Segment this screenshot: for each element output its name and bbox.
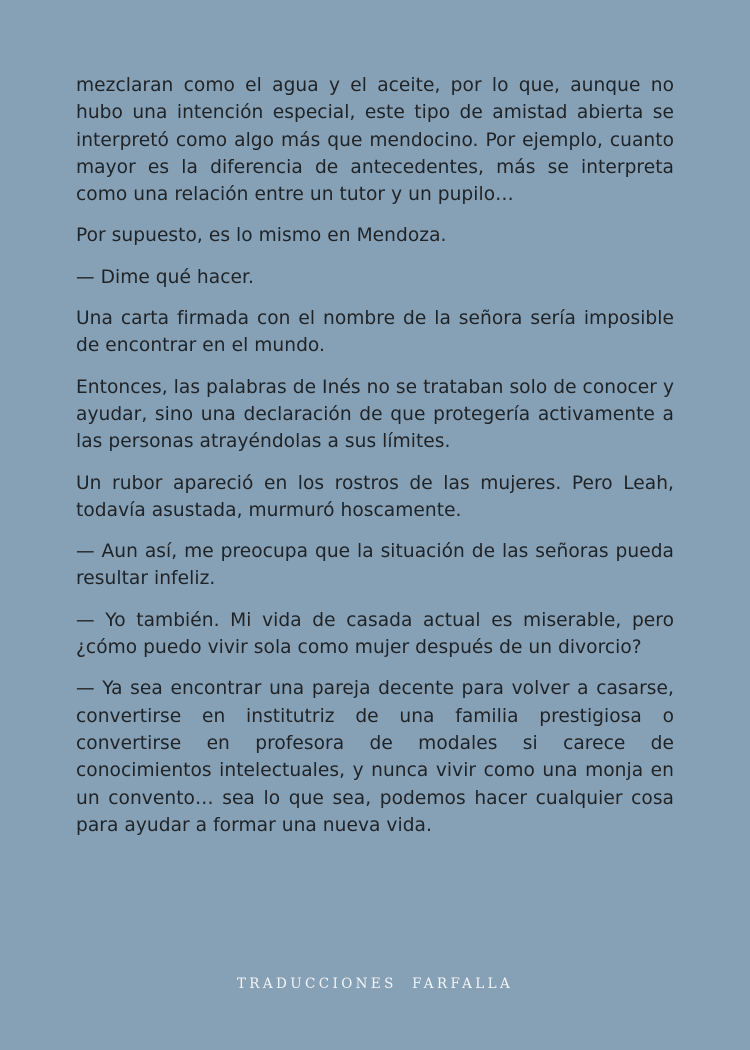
paragraph-9: — Ya sea encontrar una pareja decente para volver a casarse, convertirse en institutriz de una familia prestigiosa o convertirse en profesora de modales si carece de conocimientos intelectuales, y nunca vivir como una monja en un convento… sea lo que sea, podemos hacer cualquier cosa para ayudar a formar una nueva vida.: [76, 678, 674, 836]
paragraph-2: Por supuesto, es lo mismo en Mendoza.: [76, 225, 447, 247]
paragraph-4: Una carta firmada con el nombre de la señora sería imposible de encontrar en el mundo.: [76, 308, 674, 357]
paragraph-8: — Yo también. Mi vida de casada actual es miserable, pero ¿cómo puedo vivir sola como mujer después de un divorcio?: [76, 609, 674, 659]
paragraph-3: — Dime qué hacer.: [76, 266, 254, 288]
paragraph-6: Un rubor apareció en los rostros de las mujeres. Pero Leah, todavía asustada, murmuró hoscamente.: [76, 472, 674, 521]
paragraph-1: mezclaran como el agua y el aceite, por lo que, aunque no hubo una intención especial, este tipo de amistad abierta se interpretó como algo más que mendocino. Por ejemplo, cuanto mayor es la diferencia de antecedentes, más se interpreta como una relación entre un tutor y un pupilo…: [76, 75, 674, 206]
paragraph-5: Entonces, las palabras de Inés no se trataban solo de conocer y ayudar, sino una declaración de que protegería activamente a las personas atrayéndolas a sus límites.: [76, 376, 674, 453]
page-footer: TRADUCCIONES FARFALLA: [236, 976, 514, 992]
paragraph-7: — Aun así, me preocupa que la situación de las señoras pueda resultar infeliz.: [76, 541, 674, 590]
document-body: [76, 72, 674, 853]
